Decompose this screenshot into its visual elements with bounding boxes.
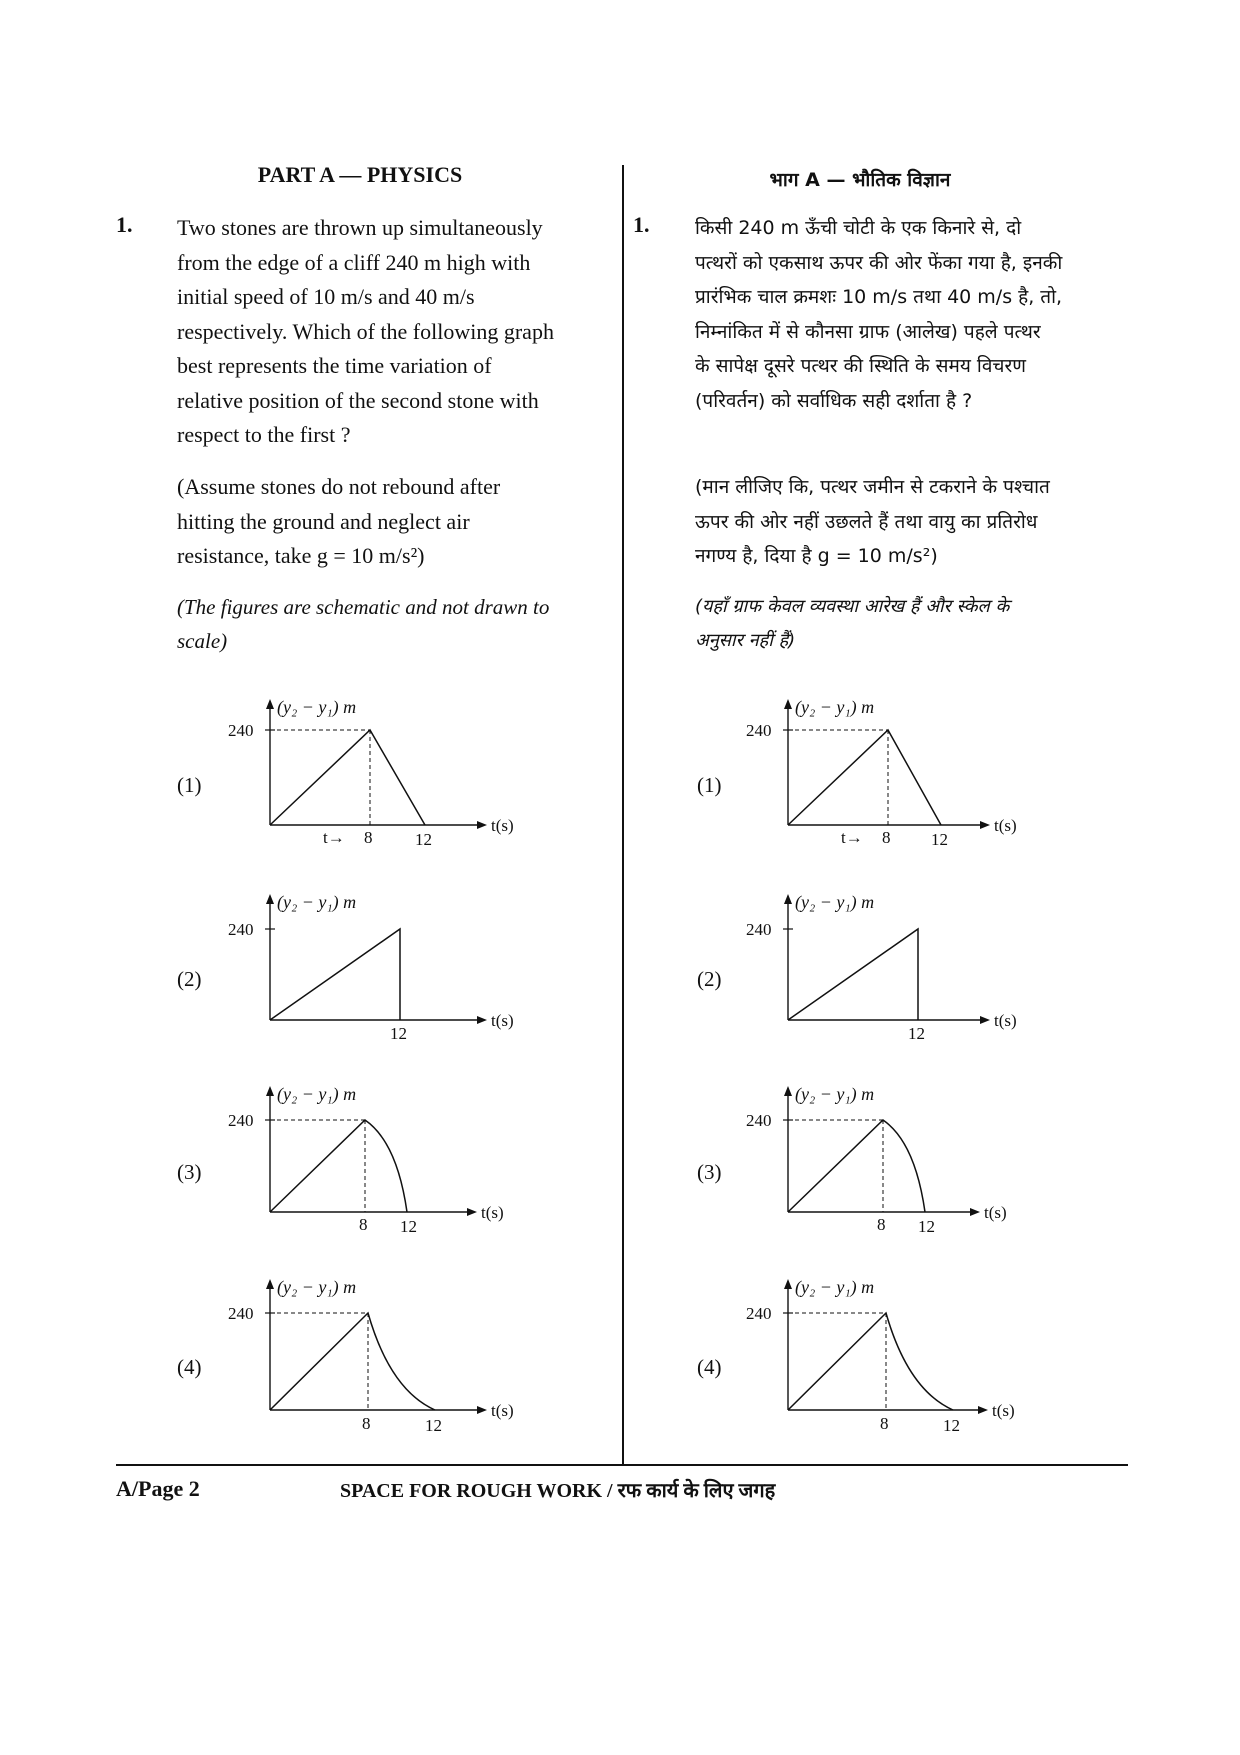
t-mark-label: 8: [880, 1414, 889, 1433]
t-end-label: 12: [415, 830, 432, 849]
x-axis-arrow-icon: [978, 1406, 988, 1414]
graph-option-1: [225, 695, 515, 849]
rough-work-label: SPACE FOR ROUGH WORK / रफ कार्य के लिए जगह: [340, 1480, 776, 1502]
graph-axes: [270, 1092, 470, 1212]
t-end-label: 12: [390, 1024, 407, 1043]
y-axis-label: (y₂ − y₁) m: [795, 1277, 875, 1297]
x-axis-label: t(s): [992, 1401, 1015, 1420]
graph-option-4: [225, 1275, 515, 1435]
graph-option-4-hi: [743, 1275, 1033, 1435]
option-label-1-hi: (1): [697, 773, 722, 797]
option-label-1: (1): [177, 773, 202, 797]
hindi-assume-line: नगण्य है, दिया है g = 10 m/s²): [695, 545, 938, 567]
hindi-assume-line: ऊपर की ओर नहीं उछलते हैं तथा वायु का प्रतिरोध: [695, 510, 1038, 533]
y-value-label: 240: [228, 920, 254, 939]
y-axis-arrow-icon: [266, 894, 274, 904]
hindi-question-line: प्रारंभिक चाल क्रमशः 10 m/s तथा 40 m/s है, तो,: [695, 286, 1063, 308]
graph-option-2: [225, 890, 515, 1043]
x-axis-arrow-icon: [467, 1208, 477, 1216]
relative-position-curve: [788, 929, 918, 1020]
english-question-number: 1.: [116, 212, 133, 237]
y-value-label: 240: [228, 1304, 254, 1323]
t-mark-label: 8: [362, 1414, 371, 1433]
t-end-label: 12: [943, 1416, 960, 1435]
footer-rule: [116, 1464, 1128, 1466]
english-question-line: respect to the first ?: [177, 422, 351, 447]
y-axis-arrow-icon: [784, 699, 792, 709]
english-heading: PART A — PHYSICS: [257, 162, 463, 187]
english-assumption: [177, 470, 605, 574]
english-note-line: scale): [177, 629, 228, 653]
x-axis-arrow-icon: [477, 1016, 487, 1024]
y-value-label: 240: [746, 721, 772, 740]
english-assume-line: hitting the ground and neglect air: [177, 508, 470, 534]
option-label-2-hi: (2): [697, 967, 722, 991]
y-value-label: 240: [228, 721, 254, 740]
y-axis-arrow-icon: [266, 1279, 274, 1289]
x-axis-arrow-icon: [477, 821, 487, 829]
english-question-line: relative position of the second stone with: [177, 387, 539, 413]
english-question-line: best represents the time variation of: [177, 353, 492, 378]
english-schematic-note: [177, 590, 605, 658]
hindi-question-line: किसी 240 m ऊँची चोटी के एक किनारे से, दो: [695, 217, 1022, 239]
option-label-4-hi: (4): [697, 1355, 722, 1379]
t-end-label: 12: [918, 1217, 935, 1236]
x-axis-arrow-icon: [970, 1208, 980, 1216]
t-mark-label: 8: [364, 828, 373, 847]
relative-position-curve: [270, 730, 425, 825]
x-axis-label: t(s): [491, 1011, 514, 1030]
hindi-question-line: के सापेक्ष दूसरे पत्थर की स्थिति के समय विचरण: [695, 355, 1026, 377]
hindi-heading: भाग A — भौतिक विज्ञान: [769, 169, 951, 191]
hindi-question-text: [695, 211, 1127, 418]
t-mark-label: 8: [882, 828, 891, 847]
graph-option-1-hi: [743, 695, 1033, 849]
graph-option-3: [225, 1082, 515, 1236]
page-number: A/Page 2: [116, 1476, 200, 1501]
y-axis-arrow-icon: [266, 1086, 274, 1096]
option-label-3: (3): [177, 1160, 202, 1184]
x-axis-arrow-icon: [980, 1016, 990, 1024]
option-label-4: (4): [177, 1355, 202, 1379]
y-axis-label: (y₂ − y₁) m: [277, 697, 357, 717]
t-end-label: 12: [908, 1024, 925, 1043]
y-axis-arrow-icon: [784, 1279, 792, 1289]
hindi-question-line: निम्नांकित में से कौनसा ग्राफ (आलेख) पहले पत्थर: [695, 320, 1041, 343]
t-mark-label: 8: [359, 1215, 368, 1234]
hindi-question-line: पत्थरों को एकसाथ ऊपर की ओर फेंका गया है, इनकी: [695, 251, 1063, 274]
t-end-label: 12: [400, 1217, 417, 1236]
graph-axes: [788, 705, 983, 825]
graph-axes: [788, 900, 983, 1020]
english-question-line: initial speed of 10 m/s and 40 m/s: [177, 284, 475, 309]
y-value-label: 240: [228, 1111, 254, 1130]
graph-option-2-hi: [743, 890, 1033, 1043]
x-axis-arrow-icon: [477, 1406, 487, 1414]
graph-axes: [270, 1285, 480, 1410]
t-mark-label: 8: [877, 1215, 886, 1234]
y-axis-label: (y₂ − y₁) m: [795, 1084, 875, 1104]
english-question-line: Two stones are thrown up simultaneously: [177, 215, 543, 240]
relative-position-curve: [270, 929, 400, 1020]
y-axis-label: (y₂ − y₁) m: [277, 892, 357, 912]
relative-position-curve: [788, 1313, 953, 1410]
y-value-label: 240: [746, 1304, 772, 1323]
y-axis-label: (y₂ − y₁) m: [277, 1277, 357, 1297]
x-axis-label: t(s): [491, 816, 514, 835]
x-axis-arrow-icon: [980, 821, 990, 829]
x-axis-label: t(s): [984, 1203, 1007, 1222]
hindi-note-line: अनुसार नहीं हैं): [695, 630, 796, 651]
y-value-label: 240: [746, 920, 772, 939]
t-arrow-label: t→: [323, 828, 345, 847]
x-axis-label: t(s): [481, 1203, 504, 1222]
hindi-assume-line: (मान लीजिए कि, पत्थर जमीन से टकराने के पश्चात: [695, 476, 1050, 498]
relative-position-curve: [270, 1120, 407, 1212]
relative-position-curve: [788, 730, 941, 825]
y-axis-arrow-icon: [784, 1086, 792, 1096]
english-assume-line: resistance, take g = 10 m/s²): [177, 543, 425, 568]
y-axis-arrow-icon: [266, 699, 274, 709]
t-end-label: 12: [425, 1416, 442, 1435]
graph-axes: [788, 1285, 981, 1410]
english-note-line: (The figures are schematic and not drawn to: [177, 595, 550, 619]
x-axis-label: t(s): [994, 1011, 1017, 1030]
y-axis-label: (y₂ − y₁) m: [795, 697, 875, 717]
english-question-text: [177, 211, 605, 453]
english-question-line: respectively. Which of the following graph: [177, 318, 554, 344]
t-arrow-label: t→: [841, 828, 863, 847]
x-axis-label: t(s): [491, 1401, 514, 1420]
graph-option-3-hi: [743, 1082, 1033, 1236]
y-axis-arrow-icon: [784, 894, 792, 904]
t-end-label: 12: [931, 830, 948, 849]
relative-position-curve: [270, 1313, 435, 1410]
x-axis-label: t(s): [994, 816, 1017, 835]
graph-axes: [788, 1092, 973, 1212]
hindi-assumption: [695, 470, 1127, 574]
column-divider: [622, 165, 624, 1465]
english-assume-line: (Assume stones do not rebound after: [177, 474, 501, 499]
option-label-3-hi: (3): [697, 1160, 722, 1184]
y-axis-label: (y₂ − y₁) m: [277, 1084, 357, 1104]
graph-axes: [270, 705, 480, 825]
hindi-question-line: (परिवर्तन) को सर्वाधिक सही दर्शाता है ?: [695, 389, 973, 412]
relative-position-curve: [788, 1120, 925, 1212]
y-value-label: 240: [746, 1111, 772, 1130]
hindi-note-line: (यहाँ ग्राफ केवल व्यवस्था आरेख हैं और स्केल के: [695, 596, 1010, 617]
graph-axes: [270, 900, 480, 1020]
y-axis-label: (y₂ − y₁) m: [795, 892, 875, 912]
english-question-line: from the edge of a cliff 240 m high with: [177, 249, 531, 275]
hindi-schematic-note: [695, 590, 1127, 658]
hindi-question-number: 1.: [633, 212, 650, 237]
option-label-2: (2): [177, 967, 202, 991]
